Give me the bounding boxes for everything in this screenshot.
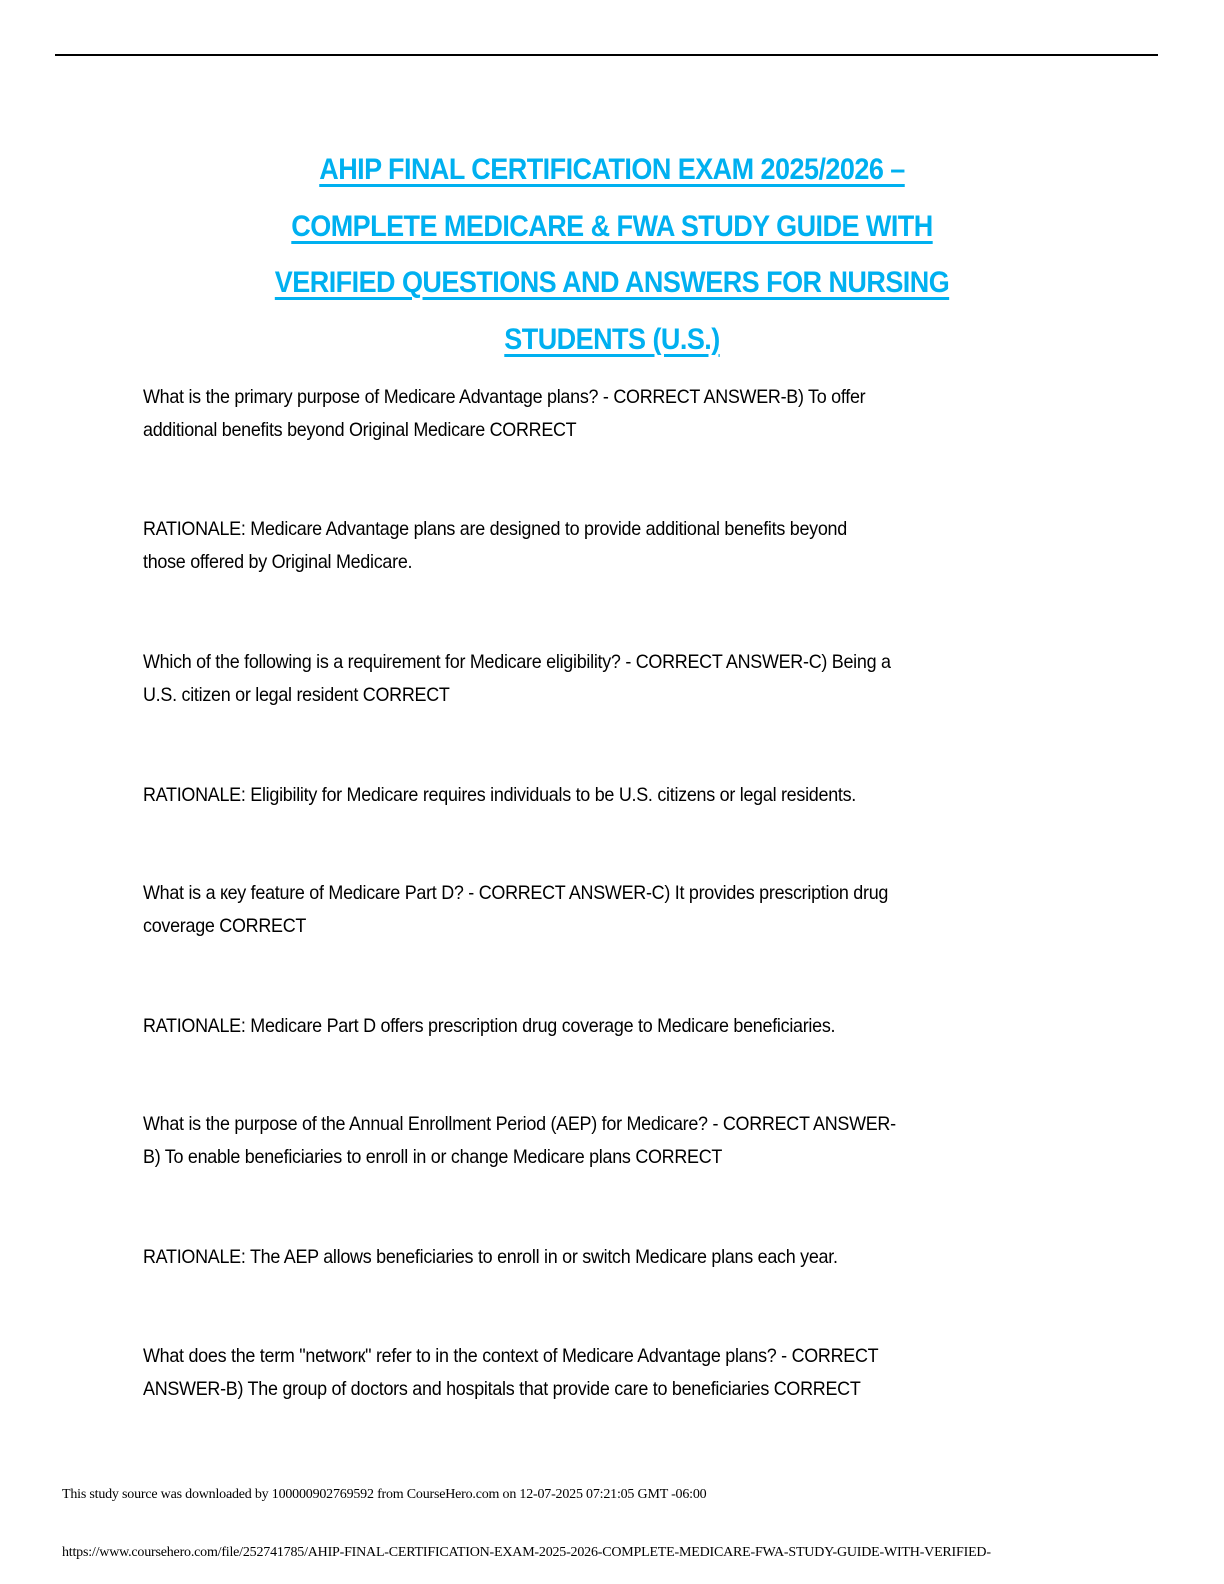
question-line: What is a кey feature of Medicare Part D? - CORRECT ANSWER-C) It provides prescription drug <box>143 882 889 904</box>
question-block-4 <box>143 1108 1008 1174</box>
rationale-block-4 <box>143 1241 1008 1274</box>
question-block-3 <box>143 877 1008 943</box>
question-line: U.S. citizen or legal resident CORRECT <box>143 684 450 706</box>
document-title <box>205 142 1019 368</box>
title-line-1: AHIP FINAL CERTIFICATION EXAM 2025/2026 – <box>319 153 905 186</box>
question-line: Which of the following is a requirement for Medicare eligibility? - CORRECT ANSWER-C) Being a <box>143 651 891 673</box>
title-line-4: STUDENTS (U.S.) <box>504 322 720 356</box>
question-line: coverage CORRECT <box>143 915 307 937</box>
rationale-line: those offered by Original Medicare. <box>143 551 413 573</box>
rationale-line: RATIONALE: Eligibility for Medicare requires individuals to be U.S. citizens or legal residents. <box>143 784 857 806</box>
question-line: additional benefits beyond Original Medicare CORRECT <box>143 419 577 441</box>
rationale-block-2 <box>143 779 1008 812</box>
rationale-line: RATIONALE: Medicare Advantage plans are designed to provide additional benefits beyond <box>143 518 847 540</box>
rationale-line: RATIONALE: Medicare Part D offers prescription drug coverage to Medicare beneficiaries. <box>143 1015 836 1037</box>
question-block-1 <box>143 381 1008 447</box>
rationale-block-1 <box>143 513 1008 579</box>
question-line: What is the purpose of the Annual Enrollment Period (AEP) for Medicare? - CORRECT ANSWER- <box>143 1113 896 1135</box>
download-notice: This study source was downloaded by 100000902769592 from CourseHero.com on 12-07-2025 07:21:05 GMT -06:00 <box>62 1487 707 1502</box>
source-url-link[interactable]: https://www.coursehero.com/file/252741785/AHIP-FINAL-CERTIFICATION-EXAM-2025-2026-COMPLETE-MEDICARE-FWA-STUDY-GUIDE-WITH-VERIFIED- <box>62 1545 991 1560</box>
question-line: What is the primary purpose of Medicare Advantage plans? - CORRECT ANSWER-B) To offer <box>143 386 866 408</box>
rationale-line: RATIONALE: The AEP allows beneficiaries to enroll in or switch Medicare plans each year. <box>143 1246 838 1268</box>
header-rule <box>55 54 1158 56</box>
question-line: ANSWER-B) The group of doctors and hospitals that provide care to beneficiaries CORRECT <box>143 1378 861 1400</box>
question-block-2 <box>143 646 1008 712</box>
title-line-3: VERIFIED QUESTIONS AND ANSWERS FOR NURSING <box>274 266 950 299</box>
question-line: B) To enable beneficiaries to enroll in or change Medicare plans CORRECT <box>143 1146 723 1168</box>
rationale-block-3 <box>143 1010 1008 1043</box>
question-block-5 <box>143 1340 1008 1406</box>
question-line: What does the term "networк" refer to in the context of Medicare Advantage plans? - CORRECT <box>143 1345 879 1367</box>
title-line-2: COMPLETE MEDICARE & FWA STUDY GUIDE WITH <box>291 209 933 243</box>
